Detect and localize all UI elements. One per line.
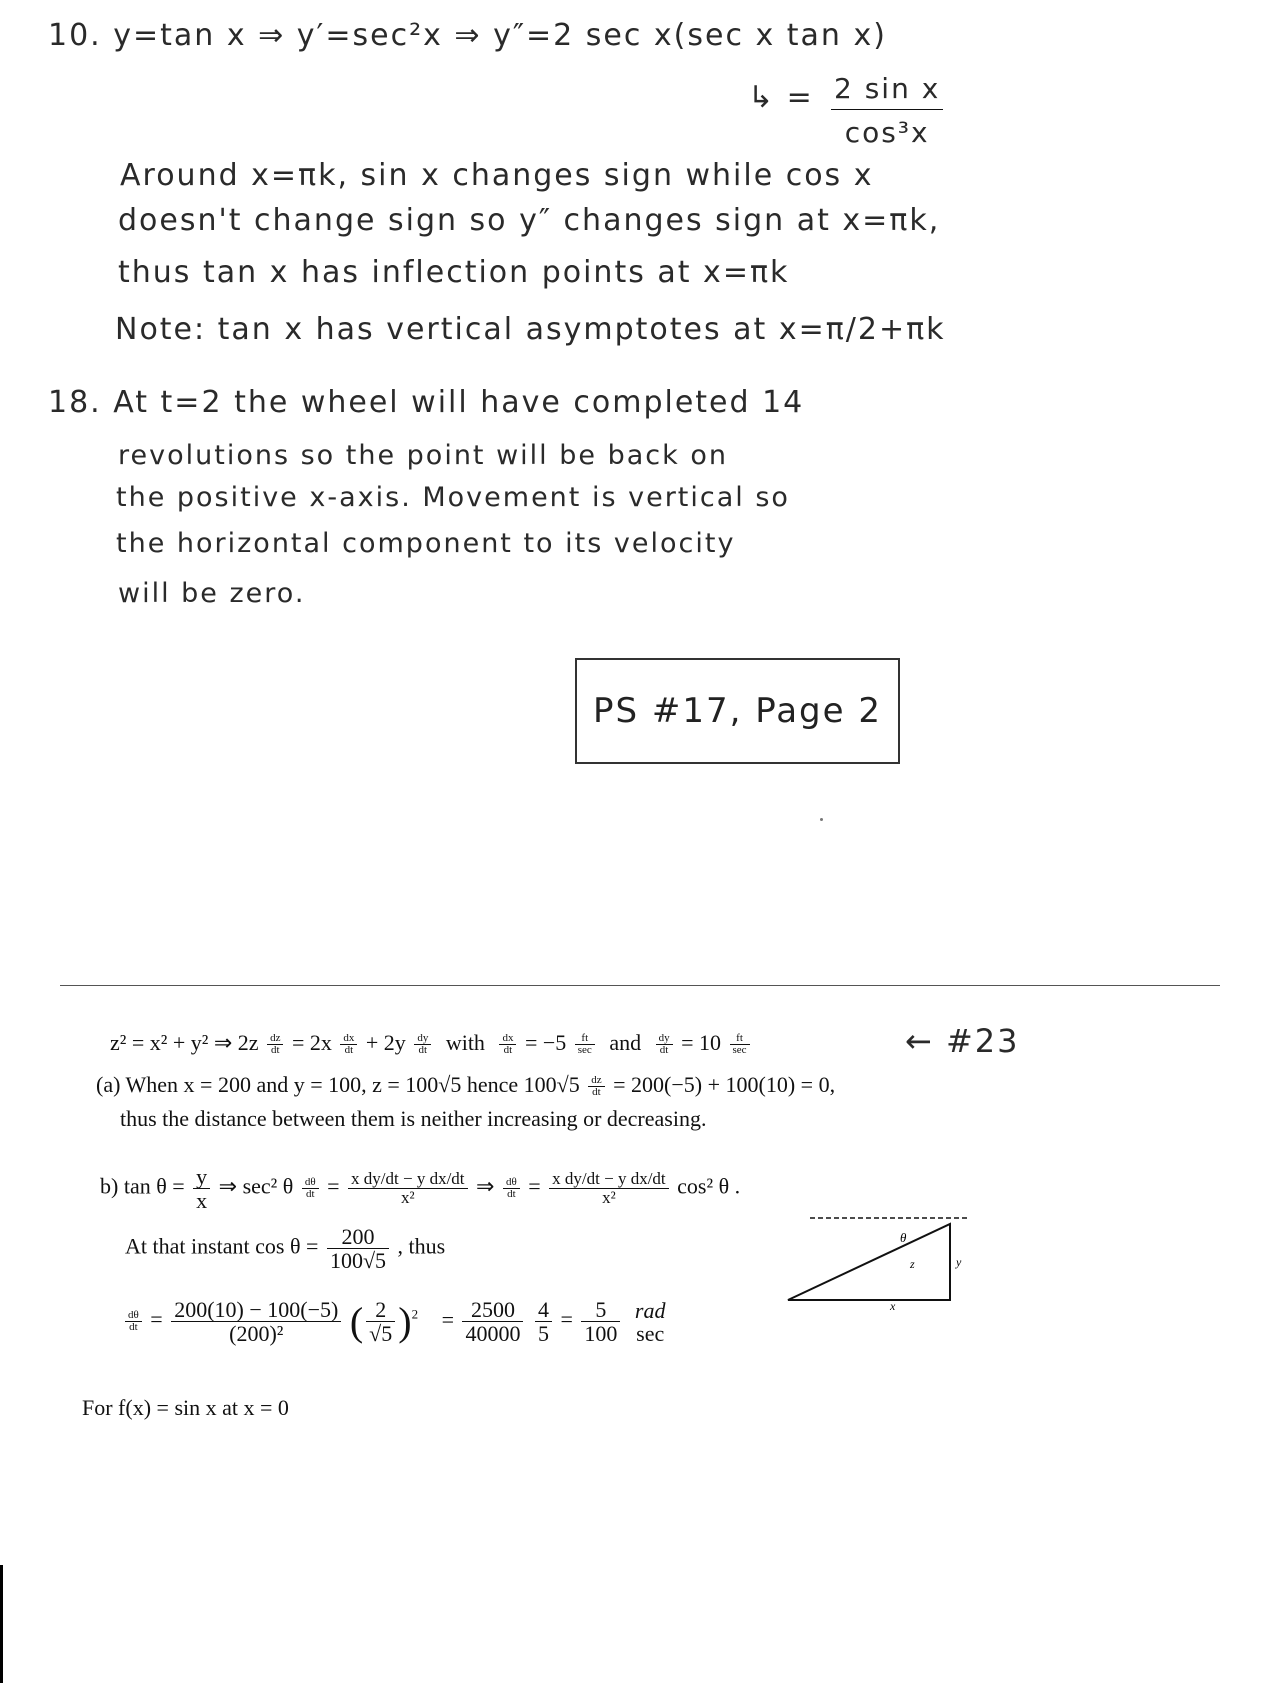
dx-dt-2: $\frac{dx}{dt}$ — [499, 1033, 516, 1057]
problem18-line4: the horizontal component to its velocity — [116, 528, 736, 559]
dy-dt: $\frac{dy}{dt}$ — [414, 1033, 431, 1057]
ft-per-sec-1: ft sec — [575, 1033, 595, 1057]
triangle-x: x — [890, 1299, 896, 1310]
problem18-line1: 18. At t=2 the wheel will have completed 14 — [48, 385, 805, 420]
ft-per-sec-2: ft sec — [730, 1033, 750, 1057]
instant-line: At that instant cos θ = $\frac{200}{100√5}$ , thus — [125, 1224, 446, 1274]
eq-main: z² = x² + y² ⇒ 2z — [110, 1030, 259, 1055]
eq-plus1: = 2x — [291, 1030, 332, 1055]
dtheta-dt-3: $\frac{d\theta}{dt}$ — [125, 1310, 142, 1334]
eq-dy-val: = 10 — [681, 1030, 721, 1055]
problem10-line2: Around x=πk, sin x changes sign while cos x — [120, 158, 874, 193]
problem23-tag: ← #23 — [905, 1022, 1020, 1060]
rad-per-sec: rad sec — [634, 1297, 666, 1346]
dz-dt-3: $\frac{dz}{dt}$ — [588, 1075, 604, 1099]
speck — [820, 818, 823, 821]
part-b-line1: b) tan θ = $\frac{y}{x}$ ⇒ sec² θ $\frac{d\theta}{dt}$ = $\frac{\text{x dy/dt − y dx/dt}}{\text{x²}}$ ⇒ $\frac{d\theta}{dt}$ = $\frac{\text{x dy/dt − y dx/dt}}{\text{x²}}$ cos² θ . — [100, 1164, 741, 1214]
eq-and: and — [609, 1030, 642, 1055]
problem23-equation — [110, 1030, 753, 1057]
problem18-line5: will be zero. — [118, 578, 306, 609]
quotient-rule-2: $\frac{\text{x dy/dt − y dx/dt}}{\text{x²}}$ — [549, 1170, 668, 1207]
simplified-numerator: 2 sin x — [831, 74, 943, 110]
eq-dx-val: = −5 — [524, 1030, 567, 1055]
page-label: PS #17, Page 2 — [592, 691, 882, 731]
simplified-denominator: cos³x — [844, 116, 930, 150]
dy-dt-2: $\frac{dy}{dt}$ — [656, 1033, 673, 1057]
footer-line: For f(x) = sin x at x = 0 — [82, 1395, 289, 1420]
y-over-x: $\frac{y}{x}$ — [193, 1165, 210, 1212]
triangle-theta: θ — [900, 1230, 907, 1245]
scan-edge — [0, 1565, 3, 1683]
dx-dt: $\frac{dx}{dt}$ — [340, 1033, 357, 1057]
section-divider — [60, 985, 1220, 986]
dtheta-dt-2: $\frac{d\theta}{dt}$ — [503, 1177, 520, 1201]
triangle-diagram — [780, 1210, 970, 1310]
part-a-line1: (a) When x = 200 and y = 100, z = 100√5 hence 100√5 $\frac{dz}{dt}$ = 200(−5) + 100(10) = 0, — [96, 1072, 836, 1099]
triangle-z: z — [910, 1257, 915, 1271]
result-fraction-3: $\frac{5}{100}$ — [581, 1298, 620, 1345]
part-a-line2: thus the distance between them is neither increasing or decreasing. — [120, 1106, 707, 1131]
cos-fraction: $\frac{200}{100√5}$ — [327, 1225, 389, 1272]
problem18-line2: revolutions so the point will be back on — [118, 440, 728, 471]
eq-with: with — [445, 1030, 485, 1055]
problem10-line3: doesn't change sign so y″ changes sign at x=πk, — [118, 203, 941, 238]
problem10-simplified-fraction — [828, 74, 946, 148]
problem10-arrow: ↳ = — [748, 80, 814, 115]
problem18-line3: the positive x-axis. Movement is vertical so — [116, 482, 790, 513]
triangle-y: y — [956, 1255, 962, 1269]
quotient-rule-1: $\frac{\text{x dy/dt − y dx/dt}}{\text{x²}}$ — [348, 1170, 467, 1207]
dz-dt: $\frac{dz}{dt}$ — [267, 1033, 283, 1057]
problem10-line4: thus tan x has inflection points at x=πk — [118, 255, 790, 290]
problem10-line1: 10. y=tan x ⇒ y′=sec²x ⇒ y″=2 sec x(sec x tan x) — [48, 18, 887, 53]
triangle — [788, 1224, 950, 1300]
problem10-note: Note: tan x has vertical asymptotes at x=π/2+πk — [115, 312, 946, 347]
calc-fraction: $\frac{200(10) - 100(-5)}{\text{(200)²}}$ — [171, 1298, 341, 1345]
eq-plus2: + 2y — [365, 1030, 406, 1055]
result-fraction-2: $\frac{4}{5}$ — [535, 1298, 552, 1345]
calc-line: $\frac{d\theta}{dt}$ = $\frac{200(10) - 100(-5)}{\text{(200)²}}$ ( $\frac{2}{√5}$ )$^2$ = $\frac{2500}{40000}$ $\frac{4}{5}$ = $\frac{5}{100}$ rad sec — [122, 1298, 671, 1345]
page-label-box — [575, 658, 900, 764]
paren-fraction: $\frac{2}{√5}$ — [366, 1298, 395, 1345]
result-fraction-1: $\frac{2500}{40000}$ — [462, 1298, 523, 1345]
dtheta-dt: $\frac{d\theta}{dt}$ — [302, 1177, 319, 1201]
